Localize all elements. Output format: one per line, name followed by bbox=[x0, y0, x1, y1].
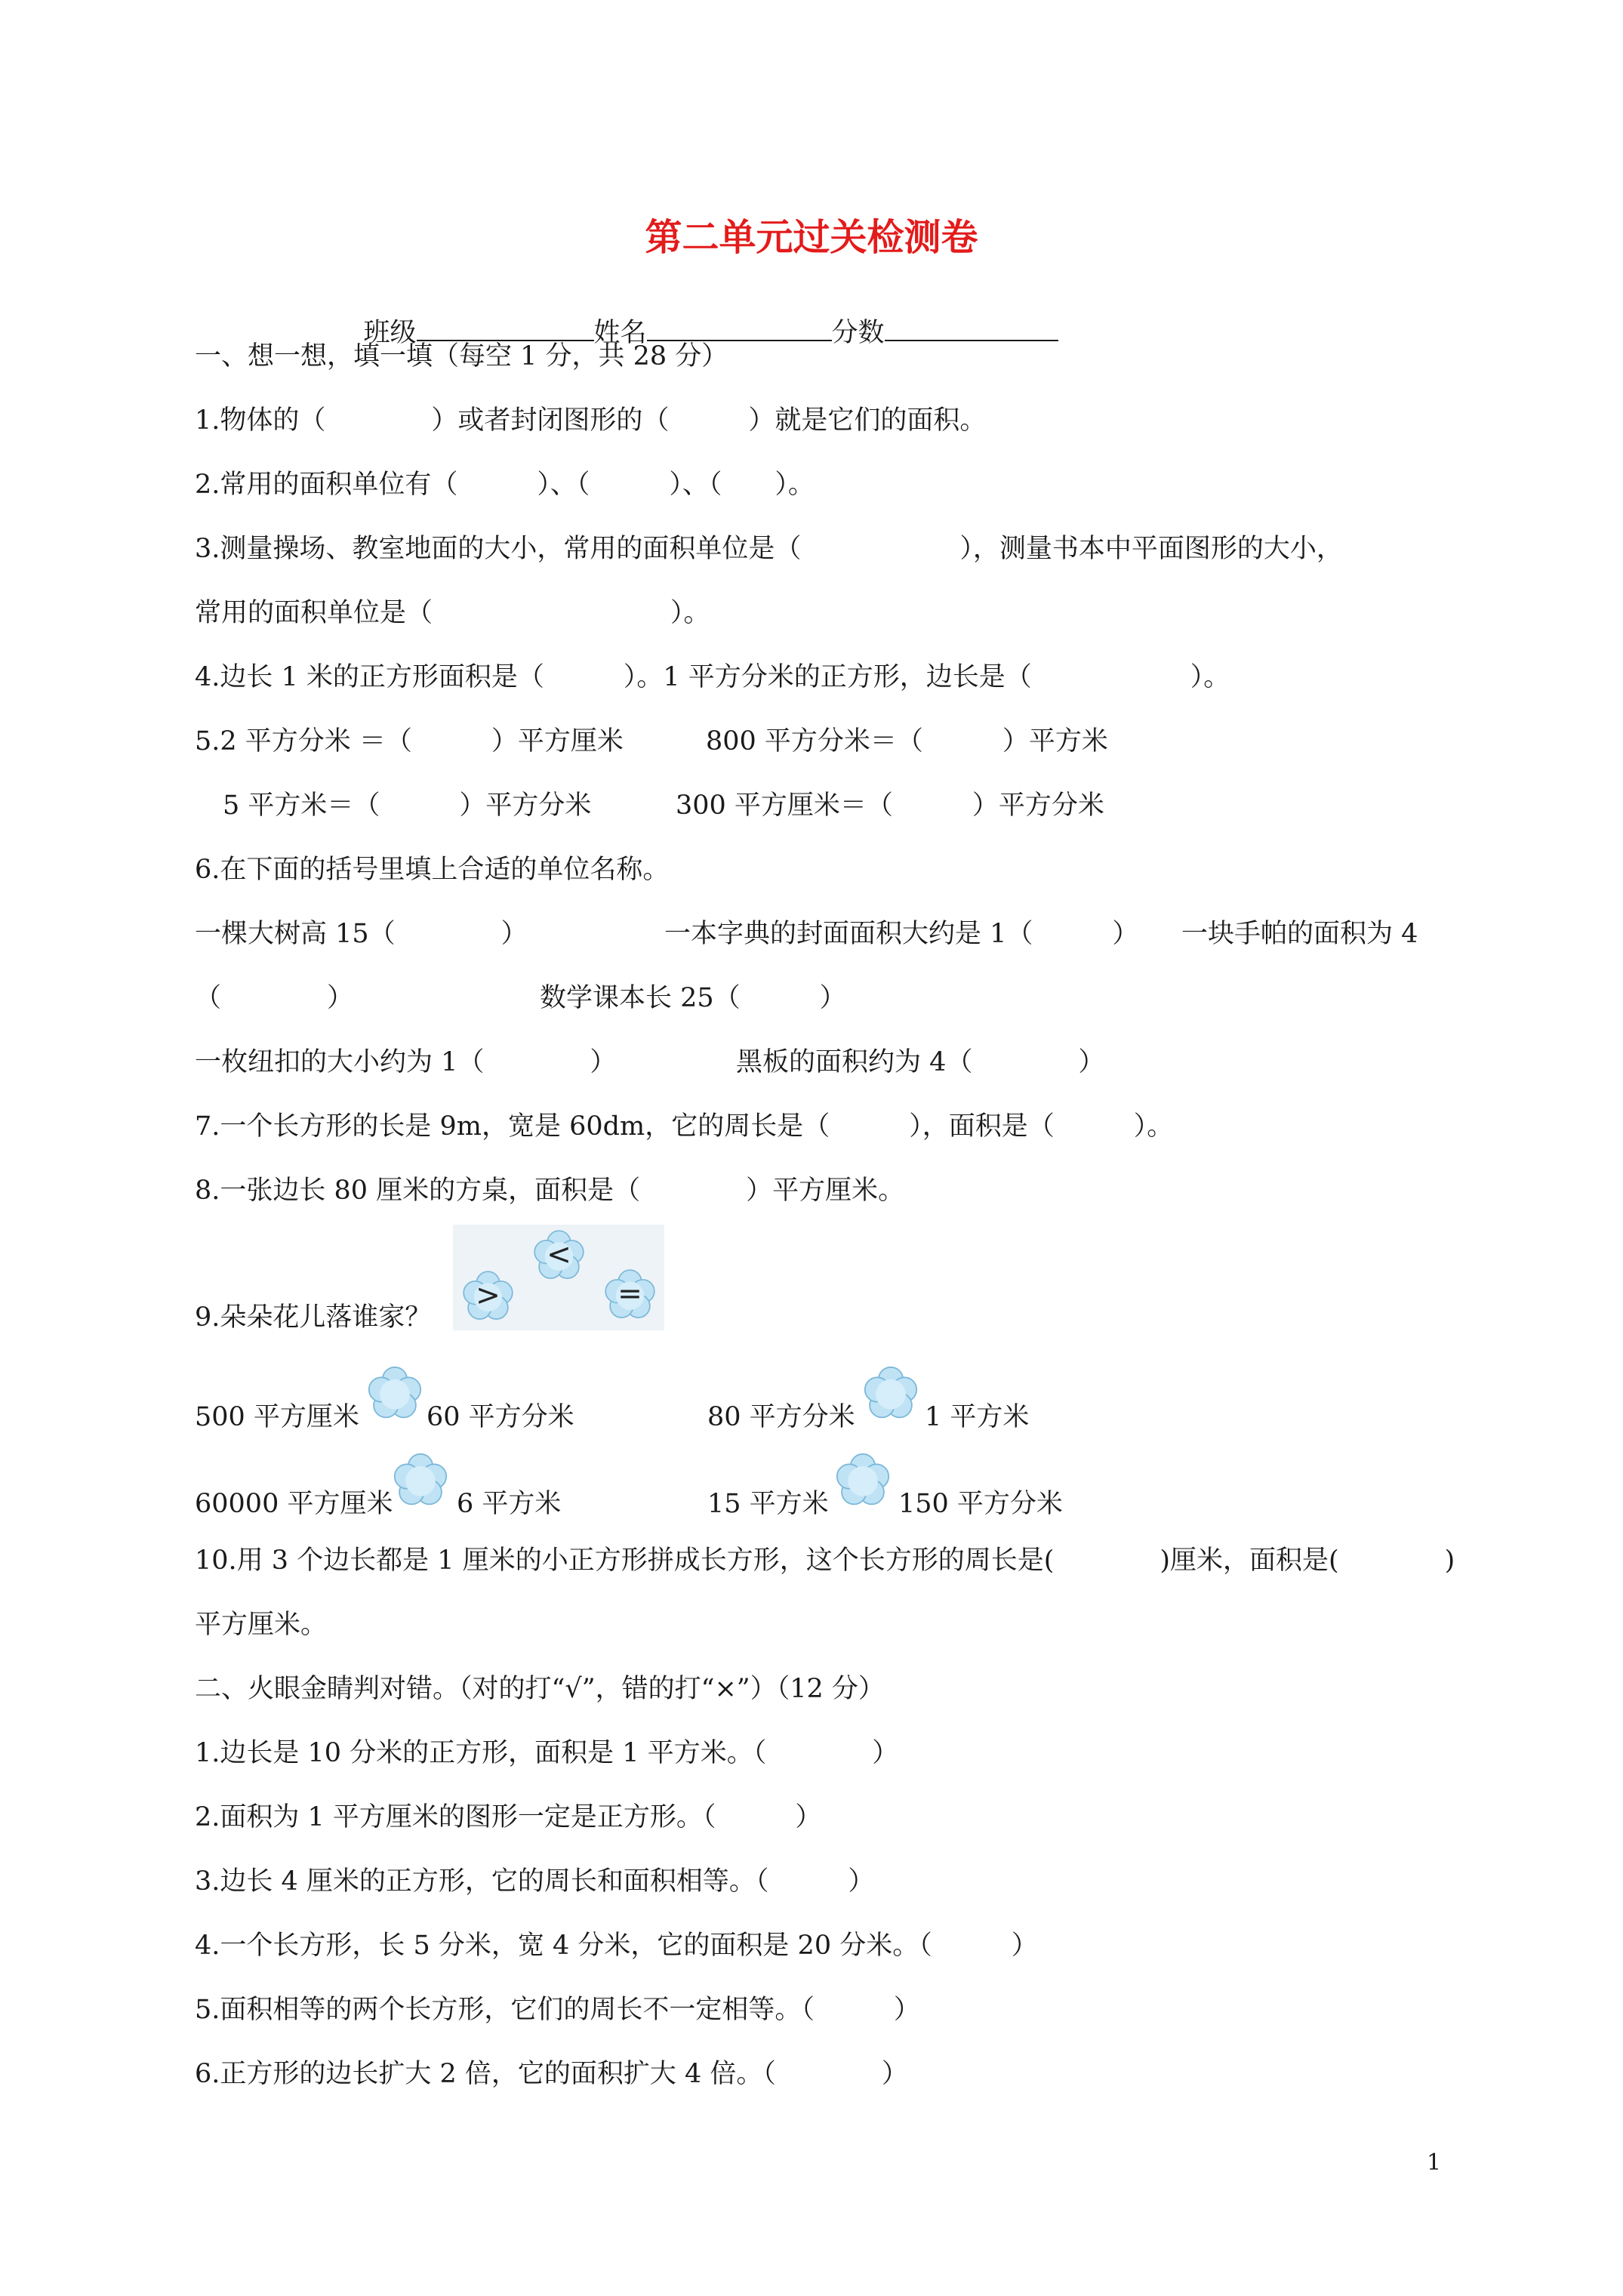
question-5b: 800 平方分米＝（ ）平方米 bbox=[706, 726, 1108, 757]
name-label: 姓名 bbox=[593, 318, 647, 348]
flower-equals-icon bbox=[598, 1262, 662, 1327]
question-6d: 数学课本长 25（ ） bbox=[540, 983, 846, 1013]
symbol-less-than: < bbox=[547, 1237, 571, 1272]
judge-item: 3.边长 4 厘米的正方形，它的周长和面积相等。（ ） bbox=[195, 1866, 875, 1897]
compare-row2-b-right: 150 平方分米 bbox=[898, 1489, 1063, 1519]
question-6c: 一块手帕的面积为 4 bbox=[1181, 919, 1418, 949]
question-5a: 5.2 平方分米 ＝（ ）平方厘米 bbox=[195, 726, 624, 757]
judge-item: 6.正方形的边长扩大 2 倍，它的面积扩大 4 倍。（ ） bbox=[195, 2059, 908, 2089]
class-blank[interactable] bbox=[417, 317, 594, 341]
symbol-flowers-panel bbox=[453, 1225, 664, 1330]
symbol-greater-than: > bbox=[476, 1278, 500, 1313]
compare-row1-a-right: 60 平方分米 bbox=[427, 1402, 574, 1432]
question-6b: 一本字典的封面面积大约是 1（ ） bbox=[664, 919, 1139, 949]
judge-item: 4.一个长方形，长 5 分米，宽 4 分米，它的面积是 20 分米。（ ） bbox=[195, 1931, 1038, 1961]
class-label: 班级 bbox=[363, 318, 417, 348]
compare-row2-b-left: 15 平方米 bbox=[707, 1489, 829, 1519]
section1-heading: 一、想一想，填一填（每空 1 分，共 28 分） bbox=[195, 341, 728, 371]
compare-row2-a-right: 6 平方米 bbox=[457, 1489, 562, 1519]
compare-row2-a-left: 60000 平方厘米 bbox=[195, 1489, 393, 1519]
judge-item: 2.面积为 1 平方厘米的图形一定是正方形。（ ） bbox=[195, 1802, 822, 1832]
flower-greater-than-icon bbox=[456, 1264, 520, 1328]
flower-blank-icon[interactable] bbox=[387, 1446, 454, 1514]
symbol-equals: = bbox=[617, 1277, 642, 1311]
question-7: 7.一个长方形的长是 9m，宽是 60dm，它的周长是（ ），面积是（ ）。 bbox=[195, 1111, 1174, 1142]
question-6f: 黑板的面积约为 4（ ） bbox=[736, 1047, 1105, 1077]
compare-row1-b-right: 1 平方米 bbox=[925, 1402, 1030, 1432]
judge-item: 5.面积相等的两个长方形，它们的周长不一定相等。（ ） bbox=[195, 1995, 920, 2025]
section2-heading: 二、火眼金睛判对错。（对的打“√”，错的打“×”）（12 分） bbox=[195, 1674, 885, 1704]
flower-blank-icon[interactable] bbox=[829, 1446, 897, 1514]
question-6c-blank: （ ） bbox=[195, 983, 354, 1013]
question-3-line2: 常用的面积单位是（ ）。 bbox=[195, 598, 710, 628]
question-3-line1: 3.测量操场、教室地面的大小，常用的面积单位是（ ），测量书本中平面图形的大小， bbox=[195, 534, 1343, 564]
page-number: 1 bbox=[1427, 2150, 1442, 2176]
question-6a: 一棵大树高 15（ ） bbox=[195, 919, 528, 949]
score-label: 分数 bbox=[831, 318, 885, 348]
compare-row1-a-left: 500 平方厘米 bbox=[195, 1402, 359, 1432]
question-4: 4.边长 1 米的正方形面积是（ ）。1 平方分米的正方形，边长是（ ）。 bbox=[195, 662, 1230, 692]
judge-item: 1.边长是 10 分米的正方形，面积是 1 平方米。（ ） bbox=[195, 1738, 899, 1768]
flower-blank-icon[interactable] bbox=[361, 1359, 429, 1427]
question-6e: 一枚纽扣的大小约为 1（ ） bbox=[195, 1047, 617, 1077]
name-blank[interactable] bbox=[647, 317, 832, 341]
question-1: 1.物体的（ ）或者封闭图形的（ ）就是它们的面积。 bbox=[195, 405, 987, 436]
flower-blank-icon[interactable] bbox=[857, 1359, 925, 1427]
question-5c: 5 平方米＝（ ）平方分米 bbox=[223, 791, 592, 821]
question-2: 2.常用的面积单位有（ ）、（ ）、（ ）。 bbox=[195, 470, 815, 500]
question-8: 8.一张边长 80 厘米的方桌，面积是（ ）平方厘米。 bbox=[195, 1176, 905, 1206]
score-blank[interactable] bbox=[885, 317, 1058, 341]
question-10-line2: 平方厘米。 bbox=[195, 1610, 328, 1640]
compare-row1-b-left: 80 平方分米 bbox=[707, 1402, 855, 1432]
page-title: 第二单元过关检测卷 bbox=[645, 215, 978, 259]
flower-less-than-icon bbox=[527, 1223, 591, 1287]
question-10-line1: 10.用 3 个边长都是 1 厘米的小正方形拼成长方形，这个长方形的周长是( )厘米，面积是( ) bbox=[195, 1546, 1455, 1576]
question-9: 9.朵朵花儿落谁家？ bbox=[195, 1302, 432, 1333]
question-5d: 300 平方厘米＝（ ）平方分米 bbox=[676, 791, 1104, 821]
question-6: 6.在下面的括号里填上合适的单位名称。 bbox=[195, 855, 670, 885]
